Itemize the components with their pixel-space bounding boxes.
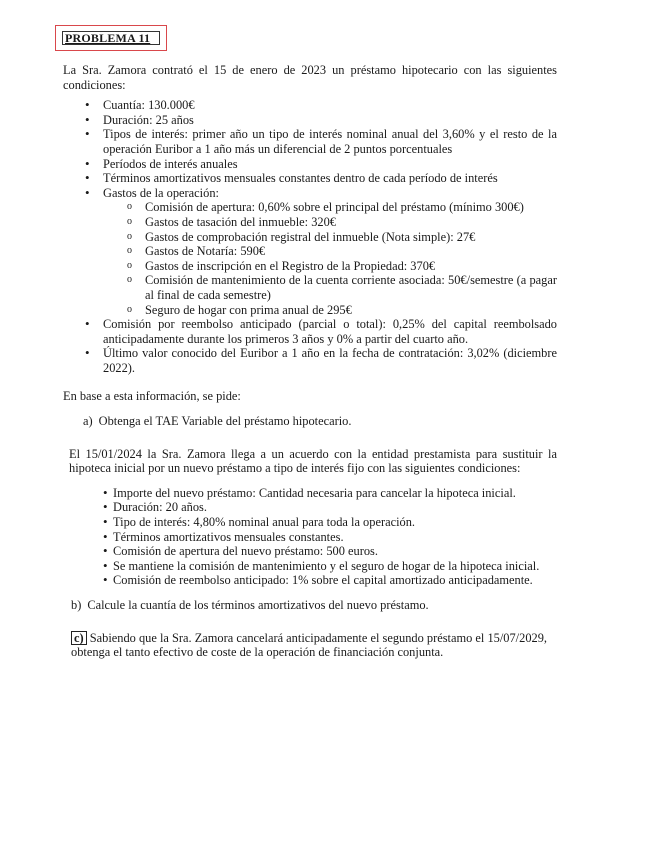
question-a-text: Obtenga el TAE Variable del préstamo hipotecario.	[98, 414, 352, 429]
new-conditions-list	[63, 486, 557, 588]
gastos-list	[63, 200, 557, 317]
conditions-list	[63, 98, 557, 375]
question-c	[63, 631, 557, 660]
question-b-text: Calcule la cuantía de los términos amortizativos del nuevo préstamo.	[87, 598, 429, 612]
list-item: o Gastos de comprobación registral del inmueble (Nota simple): 27€	[63, 230, 557, 245]
list-item: • Duración: 20 años.	[73, 500, 557, 515]
list-item: • Gastos de la operación:	[63, 186, 557, 201]
list-item: • Períodos de interés anuales	[63, 157, 557, 172]
question-a	[63, 414, 557, 429]
list-item: o Gastos de inscripción en el Registro de la Propiedad: 370€	[63, 259, 557, 274]
question-b	[63, 598, 557, 613]
list-item: • Comisión por reembolso anticipado (parcial o total): 0,25% del capital reembolsado anticipadamente durante los primeros 3 años y 0% a partir del cuarto año.	[63, 317, 557, 346]
list-item: • Tipo de interés: 4,80% nominal anual para toda la operación.	[73, 515, 557, 530]
list-item: o Gastos de Notaría: 590€	[63, 244, 557, 259]
list-item: o Gastos de tasación del inmueble: 320€	[63, 215, 557, 230]
question-c-label: c)	[71, 631, 87, 645]
problem-title: PROBLEMA 11	[62, 31, 160, 45]
question-a-label: a)	[83, 414, 93, 429]
document-body	[63, 63, 557, 660]
list-item: • Duración: 25 años	[63, 113, 557, 128]
list-item: o Comisión de apertura: 0,60% sobre el principal del préstamo (mínimo 300€)	[63, 200, 557, 215]
title-highlight-box	[55, 25, 167, 51]
second-intro-paragraph: El 15/01/2024 la Sra. Zamora llega a un acuerdo con la entidad prestamista para sustituir la hipoteca inicial por un nuevo préstamo a tipo de interés fijo con las siguientes condiciones:	[69, 446, 557, 476]
pide-line: En base a esta información, se pide:	[63, 389, 241, 404]
list-item: • Términos amortizativos mensuales constantes dentro de cada período de interés	[63, 171, 557, 186]
list-item: • Se mantiene la comisión de mantenimiento y el seguro de hogar de la hipoteca inicial.	[73, 559, 557, 574]
list-item: • Importe del nuevo préstamo: Cantidad necesaria para cancelar la hipoteca inicial.	[73, 486, 557, 501]
list-item: o Comisión de mantenimiento de la cuenta corriente asociada: 50€/semestre (a pagar al final de cada semestre)	[63, 273, 557, 302]
list-item: • Términos amortizativos mensuales constantes.	[73, 530, 557, 545]
list-item: • Tipos de interés: primer año un tipo de interés nominal anual del 3,60% y el resto de la operación Euribor a 1 año más un diferencial de 2 puntos porcentuales	[63, 127, 557, 156]
list-item: • Comisión de reembolso anticipado: 1% sobre el capital amortizado anticipadamente.	[73, 573, 557, 588]
question-c-text: Sabiendo que la Sra. Zamora cancelará anticipadamente el segundo préstamo el 15/07/2029, obtenga el tanto efectivo de coste de la operación de financiación conjunta.	[71, 630, 548, 660]
list-item: • Comisión de apertura del nuevo préstamo: 500 euros.	[73, 544, 557, 559]
list-item: o Seguro de hogar con prima anual de 295€	[63, 303, 557, 318]
list-item: • Último valor conocido del Euribor a 1 año en la fecha de contratación: 3,02% (diciembre 2022).	[63, 346, 557, 375]
question-b-label: b)	[71, 598, 82, 612]
intro-paragraph: La Sra. Zamora contrató el 15 de enero de 2023 un préstamo hipotecario con las siguientes condiciones:	[63, 63, 557, 92]
list-item: • Cuantía: 130.000€	[63, 98, 557, 113]
